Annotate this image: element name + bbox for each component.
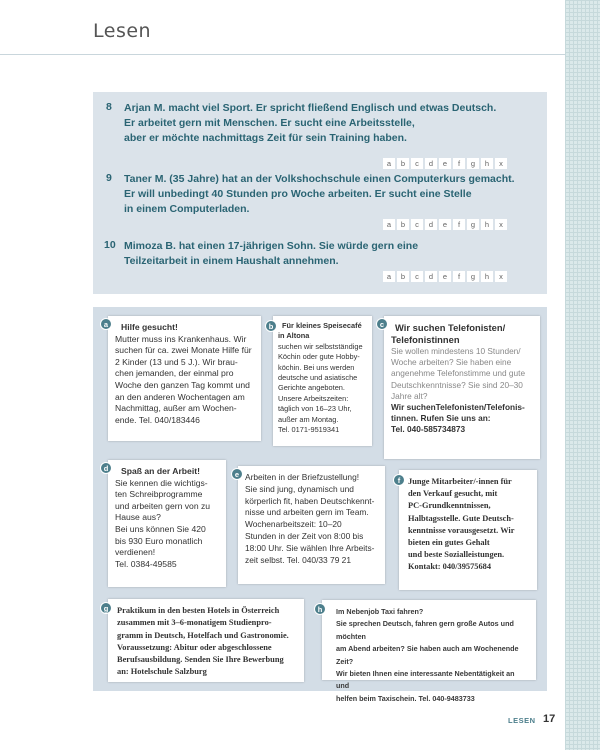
- ad-line: PC-Grundkenntnissen,: [408, 501, 491, 511]
- task-line: in einem Computerladen.: [124, 203, 250, 215]
- ad-line: Köchin oder gute Hobby-: [278, 352, 360, 362]
- answer-option-a[interactable]: a: [383, 219, 395, 230]
- task-line: aber er möchte nachmittags Zeit für sein Training haben.: [124, 132, 407, 144]
- ad-line: Kontakt: 040/39575684: [408, 562, 492, 572]
- answer-option-e[interactable]: e: [439, 158, 451, 169]
- ad-line: Im Nebenjob Taxi fahren?: [336, 607, 424, 616]
- ad-line: täglich von 16–23 Uhr,: [278, 404, 352, 414]
- ad-label-a: a: [100, 318, 112, 330]
- ad-line: Woche arbeiten? Sie haben eine: [391, 357, 512, 368]
- ad-line: und beste Sozialleistungen.: [408, 550, 505, 560]
- ad-line: bis 930 Euro monatlich: [115, 535, 203, 546]
- ad-line: Tel. 040-585734873: [391, 424, 466, 435]
- ad-line: Bei uns können Sie 420: [115, 523, 206, 534]
- task-line: Arjan M. macht viel Sport. Er spricht fließend Englisch und etwas Deutsch.: [124, 102, 497, 114]
- answer-option-h[interactable]: h: [481, 158, 493, 169]
- ad-label-b: b: [265, 320, 277, 332]
- answer-option-c[interactable]: c: [411, 219, 423, 230]
- answer-option-b[interactable]: b: [397, 158, 409, 169]
- answer-option-a[interactable]: a: [383, 158, 395, 169]
- answer-option-h[interactable]: h: [481, 271, 493, 282]
- task-text: [124, 101, 534, 146]
- ad-label-c: c: [376, 318, 388, 330]
- title-divider: [0, 54, 565, 55]
- ad-line: Berufsausbildung. Senden Sie Ihre Bewerbung: [117, 655, 284, 665]
- ad-line: Jahre alt?: [391, 390, 428, 401]
- answer-option-x[interactable]: x: [495, 271, 507, 282]
- ad-line: zusammen mit 3–6-monatigem Studienpro-: [117, 618, 272, 628]
- answer-option-e[interactable]: e: [439, 271, 451, 282]
- ad-label-h: h: [314, 603, 326, 615]
- ad-line: Wir bieten Ihnen eine interessante Nebentätigkeit an und: [336, 669, 515, 691]
- task-line: Er arbeitet gern mit Menschen. Er sucht eine Arbeitsstelle,: [124, 117, 415, 129]
- ad-line: suchen wir selbstständige: [278, 341, 363, 351]
- ad-label-d: d: [100, 462, 112, 474]
- ad-line: Woche den ganzen Tag kommt und: [115, 379, 250, 390]
- task-line: Teilzeitarbeit in einem Haushalt annehmen.: [124, 255, 339, 267]
- ad-title: Wir suchen Telefonisten/: [395, 322, 506, 333]
- ad-line: Halbtagsstelle. Gute Deutsch-: [408, 513, 514, 523]
- ad-line: suchen für ca. zwei Monate Hilfe für: [115, 345, 252, 356]
- answer-option-g[interactable]: g: [467, 219, 479, 230]
- ad-line: Junge Mitarbeiter/-innen für: [408, 477, 512, 486]
- ad-label-g: g: [100, 602, 112, 614]
- ad-line: tinnen. Rufen Sie uns an:: [391, 413, 491, 424]
- ad-label-e: e: [231, 468, 243, 480]
- ad-line: zeit selbst. Tel. 040/33 79 21: [245, 554, 351, 565]
- ad-line: Gerichte angeboten.: [278, 383, 345, 393]
- footer-section-label: LESEN: [508, 716, 536, 725]
- answer-option-b[interactable]: b: [397, 219, 409, 230]
- task-number: 10: [104, 239, 116, 251]
- ad-line: außer am Montag.: [278, 414, 339, 424]
- answer-option-c[interactable]: c: [411, 158, 423, 169]
- ad-c: [384, 316, 540, 459]
- answer-options: [383, 219, 507, 230]
- ad-title: Telefonistinnen: [391, 334, 460, 345]
- ad-line: körperlich fit, haben Deutschkennt-: [245, 495, 375, 506]
- ad-a: [108, 316, 261, 441]
- ad-line: Tel. 0384-49585: [115, 558, 177, 569]
- ad-line: Nachmittag, außer am Wochen-: [115, 403, 237, 414]
- answer-option-x[interactable]: x: [495, 219, 507, 230]
- ad-line: Sie sind jung, dynamisch und: [245, 483, 354, 494]
- ad-line: den Verkauf gesucht, mit: [408, 489, 498, 499]
- ad-line: Arbeiten in der Briefzustellung!: [245, 472, 360, 482]
- answer-option-g[interactable]: g: [467, 271, 479, 282]
- answer-option-x[interactable]: x: [495, 158, 507, 169]
- answer-option-a[interactable]: a: [383, 271, 395, 282]
- answer-option-h[interactable]: h: [481, 219, 493, 230]
- ad-line: ten Schreibprogramme: [115, 489, 203, 500]
- answer-option-f[interactable]: f: [453, 158, 465, 169]
- answer-option-b[interactable]: b: [397, 271, 409, 282]
- ad-line: Sie kennen die wichtigs-: [115, 477, 208, 488]
- ad-line: kenntnisse vorausgesetzt. Wir: [408, 525, 515, 535]
- ad-line: Sie wollen mindestens 10 Stunden/: [391, 346, 521, 356]
- answer-options: [383, 158, 507, 169]
- ad-line: deutsche und asiatische: [278, 373, 358, 383]
- ad-line: 18:00 Uhr. Sie wählen Ihre Arbeits-: [245, 542, 375, 553]
- ad-line: Tel. 0171-9519341: [278, 425, 340, 435]
- answer-option-d[interactable]: d: [425, 158, 437, 169]
- task-number: 8: [106, 101, 112, 113]
- ad-line: und arbeiten gern von zu: [115, 500, 211, 511]
- ad-label-f: f: [393, 474, 405, 486]
- ad-d: [108, 460, 226, 587]
- ad-line: am Abend arbeiten? Sie haben auch am Wochenende Zeit?: [336, 644, 519, 666]
- task-line: Mimoza B. hat einen 17-jährigen Sohn. Sie würde gern eine: [124, 240, 419, 252]
- ad-line: an den anderen Wochentagen am: [115, 391, 245, 402]
- ad-line: Deutschkenntnisse? Sie sind 20–30: [391, 379, 523, 390]
- ad-line: köchin. Bei uns werden: [278, 362, 355, 372]
- tasks-box: [93, 92, 547, 294]
- ad-title: in Altona: [278, 331, 310, 341]
- task-line: Er will unbedingt 40 Stunden pro Woche arbeiten. Er sucht eine Stelle: [124, 188, 472, 200]
- answer-option-c[interactable]: c: [411, 271, 423, 282]
- ad-line: Stunden in der Zeit von 8:00 bis: [245, 530, 364, 541]
- answer-option-e[interactable]: e: [439, 219, 451, 230]
- ad-e: [238, 466, 385, 584]
- ad-line: Mutter muss ins Krankenhaus. Wir: [115, 333, 247, 344]
- page-number: 17: [543, 713, 556, 725]
- ad-g: [108, 599, 304, 682]
- ad-line: Voraussetzung: Abitur oder abgeschlossene: [117, 642, 272, 652]
- ad-line: Praktikum in den besten Hotels in Österreich: [117, 606, 280, 615]
- ad-line: an: Hotelschule Salzburg: [117, 667, 207, 677]
- ad-title: Spaß an der Arbeit!: [121, 466, 200, 476]
- ad-b: [273, 316, 372, 446]
- ad-line: helfen beim Taxischein. Tel. 040-9483733: [336, 693, 475, 703]
- ad-h: [322, 600, 536, 703]
- answer-option-d[interactable]: d: [425, 271, 437, 282]
- answer-option-d[interactable]: d: [425, 219, 437, 230]
- ad-f: [399, 470, 537, 590]
- ad-line: gramm in Deutsch, Hotelfach und Gastronomie.: [117, 630, 289, 640]
- task-text: [124, 239, 534, 269]
- task-line: Taner M. (35 Jahre) hat an der Volkshochschule einen Computerkurs gemacht.: [124, 173, 515, 185]
- ad-line: verdienen!: [115, 547, 156, 558]
- ad-line: nisse und arbeiten gern im Team.: [245, 507, 369, 518]
- ad-line: Wochenarbeitszeit: 10–20: [245, 519, 342, 530]
- answer-options: [383, 271, 507, 282]
- task-text: [124, 172, 534, 217]
- ad-line: ende. Tel. 040/183446: [115, 414, 200, 425]
- ad-line: Wir suchenTelefonisten/Telefonis-: [391, 402, 525, 413]
- answer-option-f[interactable]: f: [453, 219, 465, 230]
- ad-line: chen jemanden, der einmal pro: [115, 368, 234, 379]
- page-title: Lesen: [93, 20, 152, 42]
- ad-line: bieten ein gutes Gehalt: [408, 538, 490, 548]
- answer-option-g[interactable]: g: [467, 158, 479, 169]
- task-number: 9: [106, 172, 112, 184]
- ad-line: angenehme Telefonstimme und gute: [391, 368, 526, 379]
- ad-line: Unsere Arbeitszeiten:: [278, 393, 349, 403]
- ad-line: 2 Kinder (13 und 5 J.). Wir brau-: [115, 356, 238, 367]
- decorative-grid-strip: [565, 0, 600, 750]
- ad-title: Hilfe gesucht!: [121, 322, 178, 332]
- ad-line: Sie sprechen Deutsch, fahren gern große Autos und möchten: [336, 619, 514, 641]
- answer-option-f[interactable]: f: [453, 271, 465, 282]
- ad-line: Hause aus?: [115, 512, 161, 523]
- ad-title: Für kleines Speisecafé: [282, 321, 362, 330]
